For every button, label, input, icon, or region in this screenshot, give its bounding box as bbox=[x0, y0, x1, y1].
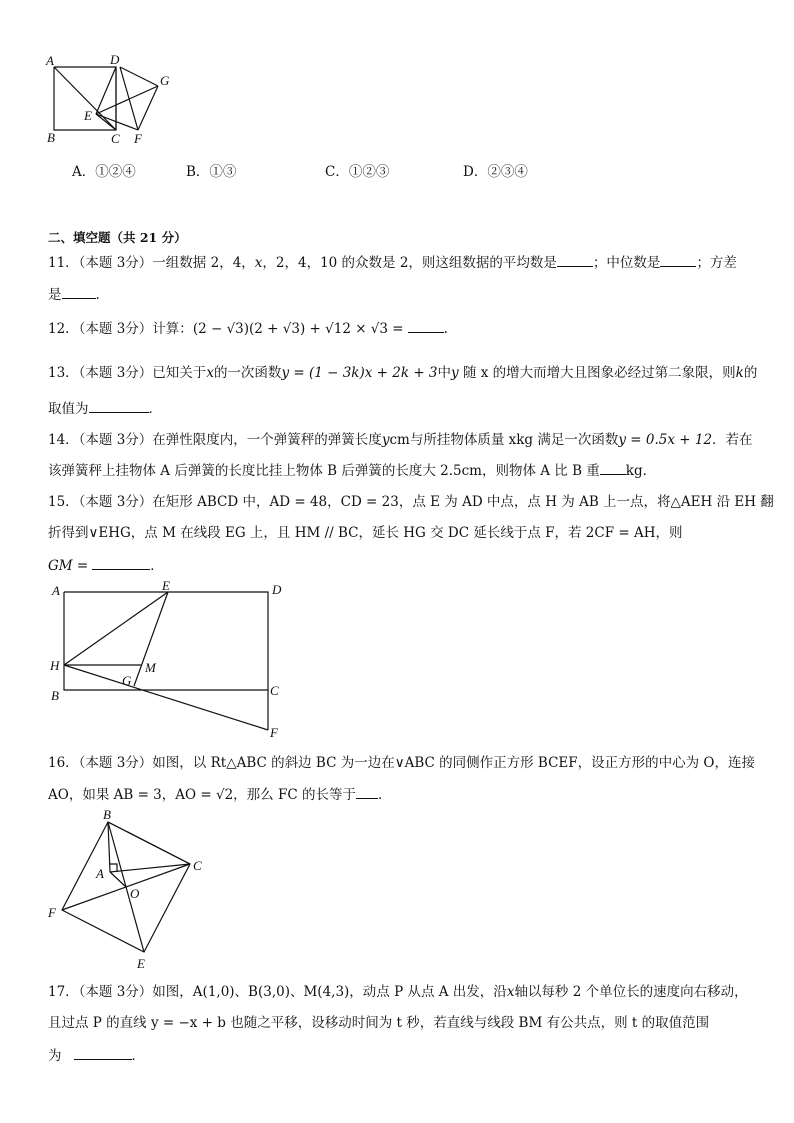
question-15-line3 bbox=[48, 555, 164, 576]
fig1-label-f: F bbox=[134, 131, 142, 146]
q12-expression: (2 − √3)(2 + √3) + √12 × √3 = bbox=[192, 321, 404, 337]
q11-text-f: . bbox=[95, 287, 100, 303]
q14-text-e: kg． bbox=[625, 463, 657, 479]
fig2-line-he bbox=[64, 592, 168, 665]
question-16-line1: 16．（本题 3分）如图，以 Rt△ABC 的斜边 BC 为一边在∨ABC 的同侧作正方形 BCEF，设正方形的中心为 O，连接 bbox=[48, 755, 755, 771]
q17-blank[interactable] bbox=[74, 1045, 132, 1060]
question-11-line2 bbox=[48, 284, 100, 305]
q11-text-a: 11．（本题 3分）一组数据 2，4， bbox=[48, 255, 255, 271]
fig3-right-angle-mark bbox=[110, 864, 117, 872]
fig2-label-m: M bbox=[145, 660, 156, 675]
q13-var-k: k bbox=[735, 365, 744, 381]
question-17-line1 bbox=[48, 982, 748, 1002]
question-14-line2 bbox=[48, 460, 656, 481]
q15-text-gm: GM = bbox=[48, 558, 89, 574]
q13-text-a: 13．（本题 3分）已知关于 bbox=[48, 365, 207, 381]
option-c: C．①②③ bbox=[325, 164, 390, 180]
q11-blank-mean[interactable] bbox=[557, 252, 593, 267]
question-14-line1 bbox=[48, 430, 753, 450]
option-d: D．②③④ bbox=[463, 164, 528, 180]
fig1-label-e: E bbox=[84, 108, 92, 123]
question-11-line1 bbox=[48, 252, 737, 273]
question-12 bbox=[48, 318, 448, 339]
fig1-label-d: D bbox=[110, 52, 120, 67]
q17-var-x: x bbox=[506, 984, 515, 1000]
fig1-label-a: A bbox=[46, 53, 54, 68]
q13-text-f: 取值为 bbox=[48, 401, 89, 417]
q14-text-b: 与所挂物体质量 xkg 满足一次函数 bbox=[409, 432, 619, 448]
q11-blank-median[interactable] bbox=[660, 252, 696, 267]
question-15-line2: 折得到∨EHG，点 M 在线段 EG 上，且 HM // BC，延长 HG 交 DC 延长线于点 F，若 2CF = AH，则 bbox=[48, 525, 683, 541]
fig1-label-b: B bbox=[47, 130, 55, 145]
fig2-line-hf bbox=[64, 665, 268, 730]
fig1-label-c: C bbox=[111, 131, 120, 146]
fig1-line-ec bbox=[96, 114, 116, 130]
q16-text-b: ． bbox=[377, 787, 392, 803]
q15-blank[interactable] bbox=[92, 555, 150, 570]
figure-q10 bbox=[44, 52, 184, 147]
q13-text-c: 中 bbox=[437, 365, 452, 381]
q14-text-a: 14．（本题 3分）在弹性限度内，一个弹簧秤的弹簧长度 bbox=[48, 432, 382, 448]
fig2-label-g: G bbox=[122, 673, 132, 688]
q14-function: y = 0.5x + 12 bbox=[618, 432, 713, 448]
fig2-label-f: F bbox=[270, 725, 278, 740]
fig2-label-c: C bbox=[270, 683, 279, 698]
fig1-line-gf bbox=[138, 86, 158, 130]
option-b: B．①③ bbox=[186, 164, 237, 180]
q13-var-x: x bbox=[206, 365, 214, 381]
question-13-line1 bbox=[48, 363, 757, 383]
q13-blank[interactable] bbox=[89, 398, 149, 413]
q13-function: y = (1 − 3k)x + 2k + 3 bbox=[281, 365, 438, 381]
fig2-label-h: H bbox=[50, 658, 60, 673]
fig3-label-b: B bbox=[103, 807, 111, 822]
fig2-label-b: B bbox=[51, 688, 59, 703]
q16-blank[interactable] bbox=[356, 784, 378, 799]
q17-text-c: 为 bbox=[48, 1048, 62, 1064]
question-15-line1: 15．（本题 3分）在矩形 ABCD 中，AD = 48，CD = 23，点 E 为 AD 中点，点 H 为 AB 上一点，将△AEH 沿 EH 翻 bbox=[48, 494, 774, 510]
figure-q15 bbox=[44, 578, 294, 743]
question-17-line3 bbox=[48, 1045, 145, 1066]
q16-text-a: AO，如果 AB = 3，AO = √2，那么 FC 的长等于 bbox=[48, 787, 356, 803]
q14-unit-cm: cm bbox=[389, 432, 410, 448]
question-17-line2: 且过点 P 的直线 y = −x + b 也随之平移，设移动时间为 t 秒，若直线与线段 BM 有公共点，则 t 的取值范围 bbox=[48, 1015, 710, 1031]
question-16-line2 bbox=[48, 784, 391, 805]
q11-var-x: x bbox=[254, 255, 263, 271]
q12-blank[interactable] bbox=[408, 318, 444, 333]
fig3-line-bc bbox=[108, 822, 190, 864]
q15-text-end: ． bbox=[150, 558, 164, 574]
question-13-line2 bbox=[48, 398, 162, 419]
option-a: A．①②④ bbox=[72, 164, 136, 180]
q14-blank[interactable] bbox=[600, 460, 626, 475]
fig2-label-d: D bbox=[272, 582, 282, 597]
q13-var-y: y bbox=[451, 365, 459, 381]
q11-text-c: ；中位数是 bbox=[592, 255, 661, 271]
q13-text-e: 的 bbox=[743, 365, 758, 381]
q13-text-d: 随 x 的增大而增大且图象必经过第二象限，则 bbox=[458, 365, 736, 381]
q13-text-b: 的一次函数 bbox=[213, 365, 282, 381]
figure-q16 bbox=[44, 806, 219, 976]
q14-text-d: 该弹簧秤上挂物体 A 后弹簧的长度比挂上物体 B 后弹簧的长度大 2.5cm，则物体 A 比 B 重 bbox=[48, 463, 600, 479]
fig3-label-c: C bbox=[193, 858, 202, 873]
fig3-label-o: O bbox=[130, 886, 140, 901]
q17-text-b: 轴以每秒 2 个单位长的速度向右移动， bbox=[514, 984, 748, 1000]
q14-text-c: ．若在 bbox=[712, 432, 753, 448]
fig1-line-dg bbox=[120, 67, 158, 86]
fig3-label-e: E bbox=[137, 956, 145, 971]
fig2-label-a: A bbox=[52, 583, 60, 598]
q13-text-g: ． bbox=[148, 401, 162, 417]
q11-text-e: 是 bbox=[48, 287, 62, 303]
q11-blank-variance[interactable] bbox=[62, 284, 96, 299]
section-heading-fill-in: 二、填空题（共 21 分） bbox=[48, 230, 187, 245]
fig1-label-g: G bbox=[160, 73, 170, 88]
q11-text-d: ；方差 bbox=[696, 255, 737, 271]
q17-text-d: ． bbox=[131, 1048, 145, 1064]
q12-text-b: . bbox=[443, 321, 448, 337]
q11-text-b: ，2，4，10 的众数是 2，则这组数据的平均数是 bbox=[262, 255, 557, 271]
q14-var-y: y bbox=[381, 432, 390, 448]
fig3-label-f: F bbox=[48, 905, 56, 920]
fig2-label-e: E bbox=[162, 578, 170, 593]
q12-text-a: 12．（本题 3分）计算： bbox=[48, 321, 193, 337]
fig3-label-a: A bbox=[96, 866, 104, 881]
q17-text-a: 17．（本题 3分）如图，A(1,0)、B(3,0)、M(4,3)，动点 P 从点 A 出发，沿 bbox=[48, 984, 507, 1000]
fig1-line-ef bbox=[96, 114, 138, 130]
